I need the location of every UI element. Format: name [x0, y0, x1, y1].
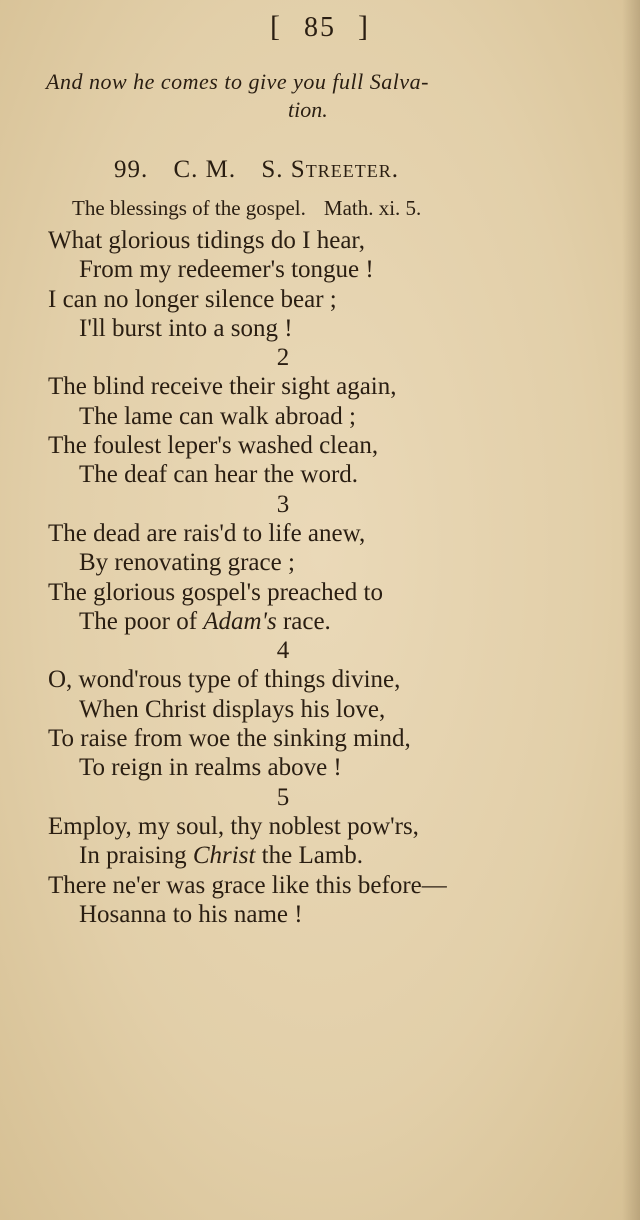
verse-line: To raise from woe the sinking mind,	[48, 725, 411, 753]
verse-line	[48, 607, 588, 636]
verse-line: Hosanna to his name !	[79, 900, 303, 928]
hymn-theme: The blessings of the gospel.	[72, 196, 306, 220]
verse-text: In praising	[79, 842, 193, 870]
verse-line: I can no longer silence bear ;	[48, 285, 337, 313]
verse-line: The glorious gospel's preached to	[48, 578, 383, 606]
hymn-number: 99.	[114, 156, 149, 183]
verse-text: The poor of	[79, 607, 204, 635]
verse-number: 2	[276, 344, 290, 372]
hymn-meter: C. M.	[173, 156, 237, 183]
hymn-author: S. Streeter.	[261, 156, 399, 183]
verse-number: 3	[276, 490, 290, 518]
page-edge-shadow	[622, 0, 640, 1220]
verse-line: To reign in realms above !	[79, 754, 342, 782]
scripture-reference: Math. xi. 5.	[323, 196, 422, 220]
verse-number: 4	[276, 637, 290, 665]
hymn-heading	[114, 156, 584, 184]
hymn-subtitle	[72, 196, 542, 221]
verse-text: the Lamb.	[255, 842, 364, 870]
verse-line: There ne'er was grace like this before—	[48, 871, 447, 899]
verse-text: race.	[276, 607, 331, 635]
verse-line: The foulest leper's washed clean,	[48, 432, 379, 460]
previous-hymn-closing	[46, 68, 566, 124]
closing-line: And now he comes to give you full Salva-	[46, 69, 429, 94]
verse-line: The blind receive their sight again,	[48, 373, 397, 401]
verse-line: I'll burst into a song !	[79, 314, 293, 342]
italic-name: Adam's	[203, 607, 277, 635]
verse-number: 5	[276, 783, 290, 811]
verse-line: The lame can walk abroad ;	[79, 402, 356, 430]
page-header	[0, 10, 640, 44]
verse-line: Employ, my soul, thy noblest pow'rs,	[48, 812, 419, 840]
italic-name: Christ	[192, 842, 256, 870]
verse-line: From my redeemer's tongue !	[79, 256, 374, 284]
verse-line: What glorious tidings do I hear,	[48, 227, 365, 254]
hymn-verses	[48, 226, 588, 929]
page-number: 85	[304, 12, 336, 43]
verse-line: The deaf can hear the word.	[79, 461, 359, 489]
verse-line	[48, 841, 588, 870]
header-bracket-close: ]	[358, 10, 370, 43]
verse-line: O, wond'rous type of things divine,	[48, 666, 401, 694]
closing-line: tion.	[288, 97, 328, 122]
verse-line: The dead are rais'd to life anew,	[48, 519, 366, 547]
verse-line: By renovating grace ;	[79, 549, 295, 577]
header-bracket-open: [	[270, 10, 282, 43]
verse-line: When Christ displays his love,	[79, 695, 386, 723]
